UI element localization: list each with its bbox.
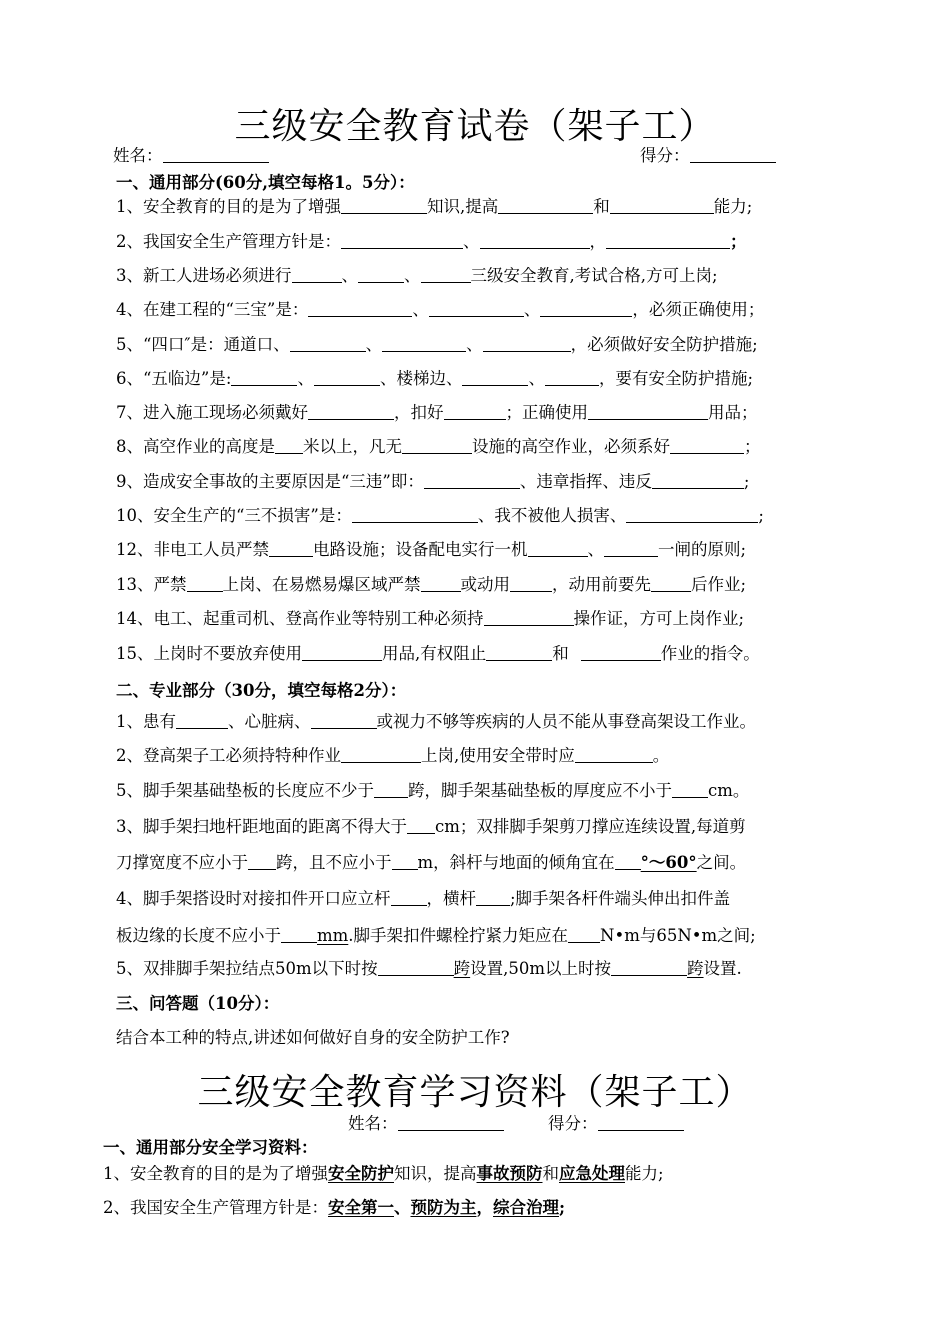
prof-question-5b: 5、双排脚手架拉结点50m以下时按 跨设置,50m以上时按 跨设置. <box>116 959 742 978</box>
answer-blank[interactable] <box>540 300 632 317</box>
study-score-field <box>548 1113 684 1135</box>
prof-question-3: 3、脚手架扫地杆距地面的距离不得大于 cm；双排脚手架剪刀撑应连续设置,每道剪 <box>116 817 746 836</box>
answer-blank[interactable] <box>302 644 382 661</box>
answer-blank[interactable] <box>402 437 472 454</box>
answer-blank[interactable] <box>615 853 641 870</box>
question-2: 2、我国安全生产管理方针是： 、 ， ； <box>116 232 747 251</box>
question-14: 14、电工、起重司机、登高作业等特别工种必须持 操作证，方可上岗作业; <box>116 609 745 628</box>
answer-blank[interactable] <box>311 712 377 729</box>
answer-blank[interactable] <box>528 540 588 557</box>
answer-blank[interactable] <box>510 575 552 592</box>
question-7: 7、进入施工现场必须戴好 ，扣好 ；正确使用 用品； <box>116 403 758 422</box>
answer-blank[interactable] <box>231 369 297 386</box>
answer-blank[interactable] <box>248 853 276 870</box>
prof-question-2: 2、登高架子工必须持特种作业 上岗,使用安全带时应 。 <box>116 746 670 765</box>
question-6: 6、“五临边”是: 、 、楼梯边、 、 ，要有安全防护措施; <box>116 369 753 388</box>
answer-blank[interactable] <box>352 506 478 523</box>
answer-blank[interactable] <box>545 369 599 386</box>
answer-blank[interactable] <box>407 817 435 834</box>
score-blank[interactable] <box>690 146 776 163</box>
answer-blank[interactable] <box>378 959 454 976</box>
study-line-2: 2、我国安全生产管理方针是：安全第一、预防为主，综合治理; <box>103 1198 566 1217</box>
answer-blank[interactable] <box>484 609 574 626</box>
answer-blank[interactable] <box>498 197 593 214</box>
answer-blank[interactable] <box>421 266 471 283</box>
study-heading: 一、通用部分安全学习资料： <box>103 1138 318 1157</box>
exam-score-field <box>640 145 776 167</box>
section2-heading: 二、专业部分（30分，填空每格2分）： <box>116 681 407 700</box>
answer-blank[interactable] <box>187 575 223 592</box>
question-4: 4、在建工程的“三宝”是： 、 、 ，必须正确使用； <box>116 300 765 319</box>
essay-question: 结合本工种的特点,讲述如何做好自身的安全防护工作? <box>116 1028 510 1047</box>
question-8: 8、高空作业的高度是 米以上，凡无 设施的高空作业，必须系好 ； <box>116 437 761 456</box>
answer-blank[interactable] <box>275 437 303 454</box>
exam-title: 三级安全教育试卷（架子工） <box>234 106 716 147</box>
name-blank[interactable] <box>163 146 269 163</box>
answer-blank[interactable] <box>651 575 691 592</box>
answer-blank[interactable] <box>581 644 661 661</box>
answer-blank[interactable] <box>480 232 590 249</box>
answer-blank[interactable] <box>281 926 317 943</box>
name-blank[interactable] <box>398 1114 504 1131</box>
answer-blank[interactable] <box>308 300 412 317</box>
score-label: 得分： <box>640 146 690 165</box>
answer-blank[interactable] <box>606 232 730 249</box>
answer-blank[interactable] <box>486 644 552 661</box>
answer-blank[interactable] <box>341 197 427 214</box>
answer-blank[interactable] <box>462 369 528 386</box>
answer-blank[interactable] <box>672 781 708 798</box>
section3-heading: 三、问答题（10分）： <box>116 994 280 1013</box>
answer-blank[interactable] <box>314 369 380 386</box>
answer-blank[interactable] <box>575 746 653 763</box>
answer-blank[interactable] <box>341 232 463 249</box>
question-10: 10、安全生产的“三不损害”是： 、我不被他人损害、 ; <box>116 506 764 525</box>
answer-blank[interactable] <box>652 472 744 489</box>
exam-name-field <box>113 145 269 167</box>
question-5: 5、“四口″是：通道口、 、 、 ，必须做好安全防护措施; <box>116 335 758 354</box>
prof-question-4: 4、脚手架搭设时对接扣件开口应立杆 ，横杆 ;脚手架各杆件端头伸出扣件盖 <box>116 889 731 908</box>
answer-blank[interactable] <box>391 889 427 906</box>
answer-blank[interactable] <box>444 403 506 420</box>
answer-blank[interactable] <box>626 506 758 523</box>
answer-blank[interactable] <box>290 335 366 352</box>
answer-blank[interactable] <box>483 335 571 352</box>
answer-blank[interactable] <box>429 300 524 317</box>
answer-blank[interactable] <box>308 403 394 420</box>
answer-blank[interactable] <box>476 889 510 906</box>
name-label: 姓名： <box>113 146 163 165</box>
study-line-1: 1、安全教育的目的是为了增强安全防护知识，提高事故预防和应急处理能力; <box>103 1164 664 1183</box>
answer-blank[interactable] <box>611 959 687 976</box>
question-3: 3、新工人进场必须进行 、 、 三级安全教育,考试合格,方可上岗; <box>116 266 718 285</box>
answer-blank[interactable] <box>374 781 408 798</box>
answer-blank[interactable] <box>610 197 714 214</box>
answer-blank[interactable] <box>269 540 313 557</box>
answer-blank[interactable] <box>358 266 404 283</box>
study-name-field <box>348 1113 504 1135</box>
answer-blank[interactable] <box>604 540 658 557</box>
prof-question-3-cont: 刀撑宽度不应小于 跨，且不应小于 m，斜杆与地面的倾角宜在 °～60°之间。 <box>116 853 747 872</box>
prof-question-1: 1、患有 、心脏病、 或视力不够等疾病的人员不能从事登高架设工作业。 <box>116 712 756 731</box>
question-9: 9、造成安全事故的主要原因是“三违”即： 、违章指挥、违反 ; <box>116 472 750 491</box>
answer-blank[interactable] <box>292 266 342 283</box>
name-label: 姓名： <box>348 1114 398 1133</box>
prof-question-5a: 5、脚手架基础垫板的长度应不少于 跨，脚手架基础垫板的厚度应不小于 cm。 <box>116 781 750 800</box>
answer-blank[interactable] <box>421 575 461 592</box>
score-blank[interactable] <box>598 1114 684 1131</box>
answer-blank[interactable] <box>392 853 418 870</box>
question-15: 15、上岗时不要放弃使用 用品,有权阻止 和 作业的指令。 <box>116 644 760 663</box>
question-1: 1、安全教育的目的是为了增强 知识,提高 和 能力; <box>116 197 753 216</box>
question-12: 12、非电工人员严禁 电路设施；设备配电实行一机 、 一闸的原则; <box>116 540 747 559</box>
answer-blank[interactable] <box>424 472 520 489</box>
answer-blank[interactable] <box>382 335 466 352</box>
answer-blank[interactable] <box>568 926 600 943</box>
answer-blank[interactable] <box>670 437 744 454</box>
score-label: 得分： <box>548 1114 598 1133</box>
answer-blank[interactable] <box>341 746 421 763</box>
answer-blank[interactable] <box>588 403 708 420</box>
question-13: 13、严禁 上岗、在易燃易爆区域严禁 或动用 ，动用前要先 后作业; <box>116 575 747 594</box>
study-title: 三级安全教育学习资料（架子工） <box>197 1072 753 1113</box>
prof-question-4-cont: 板边缘的长度不应小于 mm.脚手架扣件螺栓拧紧力矩应在 N•m与65N•m之间; <box>116 926 756 945</box>
section1-heading: 一、通用部分(60分,填空每格1。5分）： <box>116 173 415 192</box>
answer-blank[interactable] <box>176 712 228 729</box>
